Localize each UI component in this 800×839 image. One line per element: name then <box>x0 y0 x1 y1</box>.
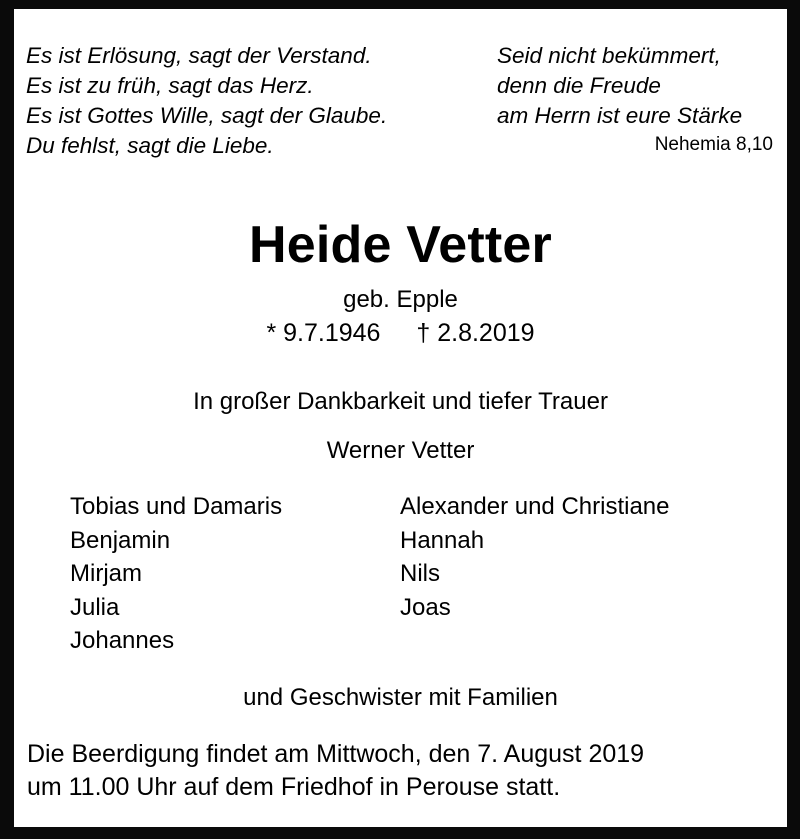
verse-right-line-3: am Herrn ist eure Stärke <box>497 103 743 128</box>
verse-right-line-2: denn die Freude <box>497 73 661 98</box>
death-date: 2.8.2019 <box>437 319 535 347</box>
birth-date: 9.7.1946 <box>283 319 381 347</box>
list-item: Tobias und Damaris <box>70 493 283 520</box>
deceased-maiden-name: geb. Epple <box>343 286 458 313</box>
verse-left-line-1: Es ist Erlösung, sagt der Verstand. <box>26 43 372 68</box>
mourner-siblings: und Geschwister mit Familien <box>243 684 558 711</box>
list-item: Johannes <box>70 627 175 654</box>
funeral-line-2: um 11.00 Uhr auf dem Friedhof in Perouse statt. <box>27 773 561 801</box>
list-item: Mirjam <box>70 560 142 587</box>
verse-left-line-4: Du fehlst, sagt die Liebe. <box>26 133 274 158</box>
life-dates <box>14 317 787 349</box>
verse-right-block <box>497 41 773 159</box>
deceased-name: Heide Vetter <box>249 216 552 274</box>
notice-inner-panel <box>14 9 787 827</box>
verse-source-attribution: Nehemia 8,10 <box>654 134 773 155</box>
verse-left-line-3: Es ist Gottes Wille, sagt der Glaube. <box>26 103 388 128</box>
family-column-left <box>70 490 282 658</box>
mourner-family-columns <box>14 490 787 655</box>
mourner-spouse: Werner Vetter <box>326 437 475 464</box>
birth-symbol-icon: * <box>266 319 277 347</box>
verse-section <box>14 41 787 171</box>
verse-left-block <box>26 41 387 161</box>
family-column-right <box>400 490 670 624</box>
death-symbol-icon: † <box>416 319 431 347</box>
list-item: Benjamin <box>70 526 171 554</box>
list-item: Hannah <box>400 526 485 554</box>
list-item: Alexander und Christiane <box>400 493 670 520</box>
funeral-details <box>27 738 787 804</box>
list-item: Julia <box>70 593 120 621</box>
mourning-intro: In großer Dankbarkeit und tiefer Trauer <box>193 388 608 415</box>
verse-left-line-2: Es ist zu früh, sagt das Herz. <box>26 73 314 98</box>
list-item: Joas <box>400 593 451 621</box>
funeral-line-1: Die Beerdigung findet am Mittwoch, den 7. August 2019 <box>27 740 645 768</box>
list-item: Nils <box>400 560 440 587</box>
verse-right-line-1: Seid nicht bekümmert, <box>497 43 721 68</box>
